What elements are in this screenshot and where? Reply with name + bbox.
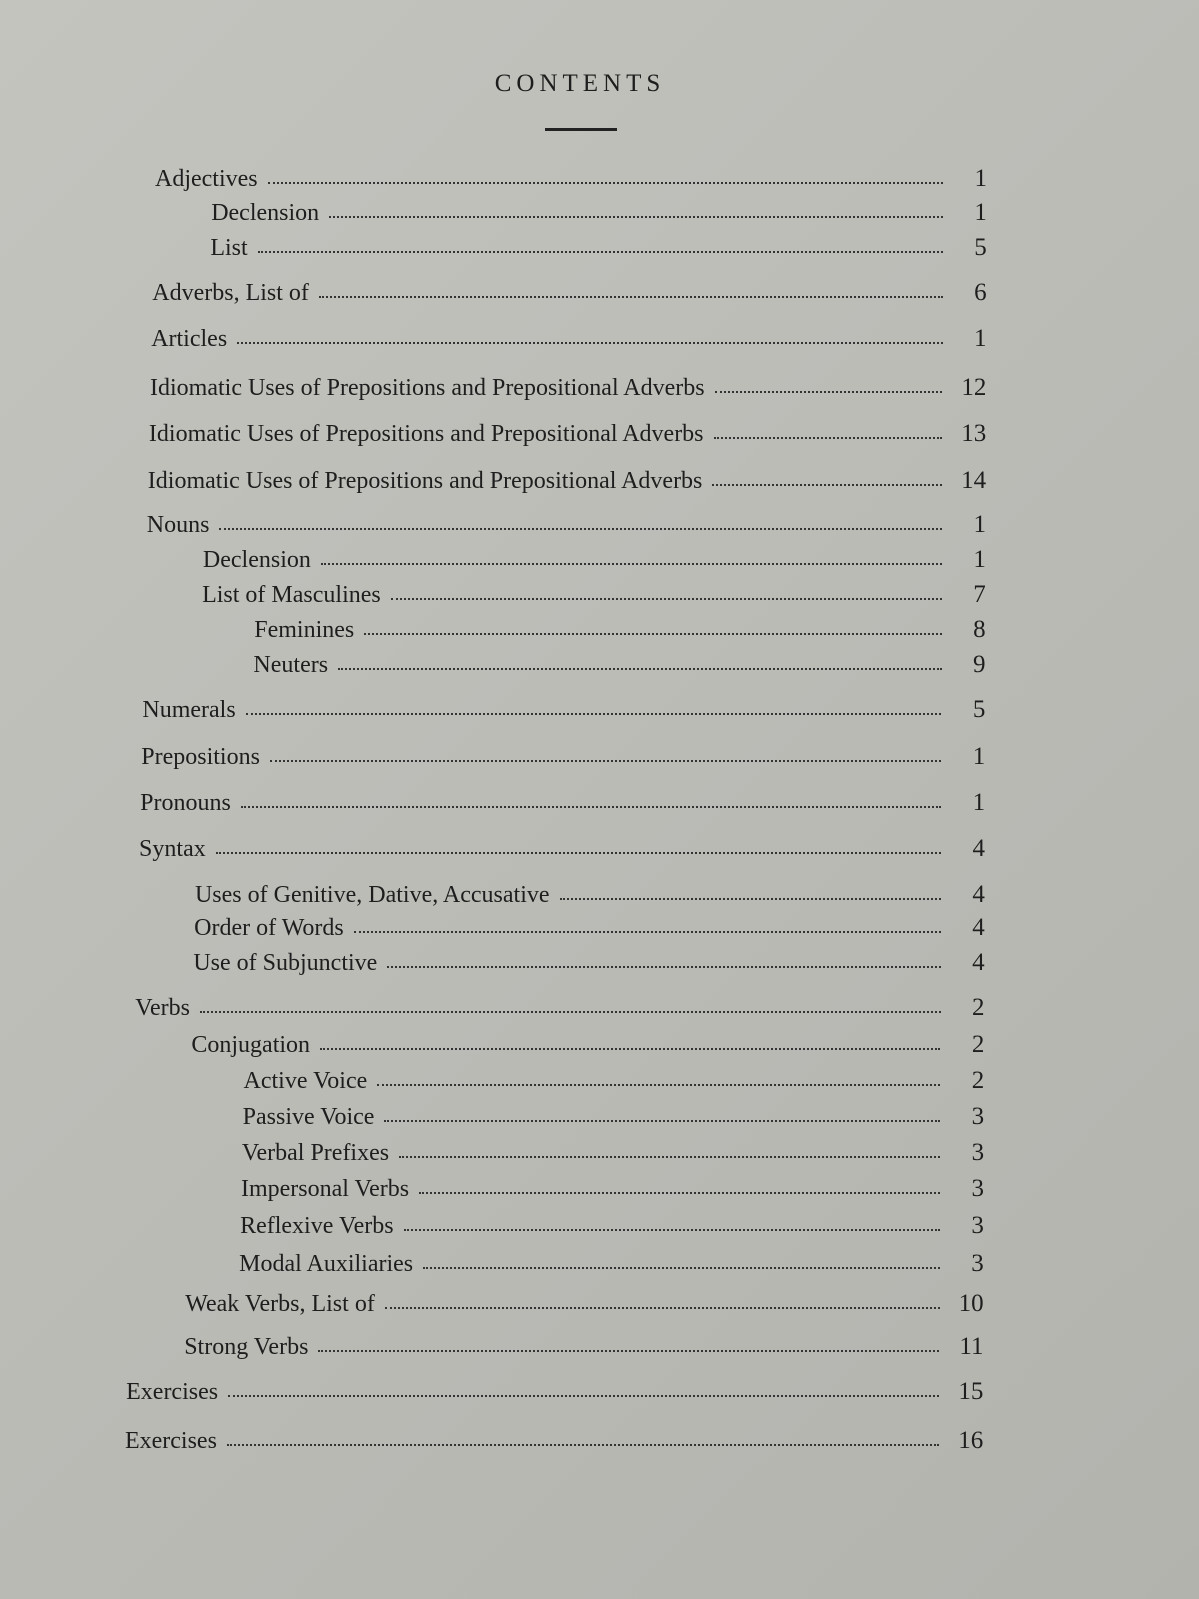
- page-number: 3: [971, 1139, 985, 1166]
- toc-entry: [203, 546, 986, 580]
- page-number: 2: [972, 994, 985, 1021]
- entry-label: Idiomatic Uses of Prepositions and Prepositional Adverbs: [148, 421, 704, 447]
- toc-entry: [195, 881, 985, 915]
- toc-entry: [194, 914, 985, 948]
- entry-label: Conjugation: [191, 1032, 311, 1058]
- page-number: 3: [971, 1250, 984, 1277]
- entry-label: Numerals: [142, 697, 236, 723]
- dot-leader: [219, 528, 942, 530]
- page-number: 3: [971, 1212, 984, 1239]
- dot-leader: [419, 1192, 940, 1194]
- dot-leader: [404, 1229, 940, 1231]
- dot-leader: [364, 633, 941, 635]
- toc-entry: [152, 279, 986, 313]
- entry-label: Use of Subjunctive: [193, 950, 378, 976]
- toc-entry: [191, 1031, 984, 1065]
- dot-leader: [246, 713, 942, 715]
- page-number: 1: [974, 199, 987, 226]
- page-number: 10: [958, 1290, 984, 1317]
- entry-label: Neuters: [253, 652, 329, 678]
- entry-label: Idiomatic Uses of Prepositions and Prepositional Adverbs: [147, 468, 703, 494]
- dot-leader: [258, 251, 943, 253]
- toc-entry: [240, 1212, 984, 1246]
- page-number: 5: [974, 234, 987, 261]
- toc-entry: [253, 651, 985, 685]
- dot-leader: [227, 1444, 939, 1446]
- entry-label: List of Masculines: [202, 582, 381, 608]
- toc-entry: [151, 325, 986, 359]
- entry-label: Strong Verbs: [184, 1334, 309, 1360]
- entry-label: Adjectives: [155, 166, 258, 192]
- toc-entry: [211, 199, 987, 233]
- toc-entry: [135, 994, 984, 1028]
- page-number: 12: [961, 374, 987, 401]
- toc-entry: [139, 835, 985, 869]
- dot-leader: [338, 668, 941, 670]
- entry-label: Uses of Genitive, Dative, Accusative: [194, 882, 550, 908]
- dot-leader: [228, 1395, 939, 1397]
- page-number: 15: [958, 1378, 984, 1405]
- page-number: 1: [974, 325, 987, 352]
- page-number: 16: [958, 1427, 984, 1454]
- page-number: 3: [971, 1103, 985, 1130]
- dot-leader: [377, 1084, 940, 1086]
- toc-entry: [150, 374, 986, 408]
- entry-label: Verbs: [135, 995, 190, 1021]
- entry-label: Idiomatic Uses of Prepositions and Prepositional Adverbs: [150, 375, 705, 401]
- dot-leader: [384, 1120, 940, 1122]
- entry-label: Nouns: [146, 512, 210, 538]
- dot-leader: [241, 806, 941, 808]
- dot-leader: [391, 598, 942, 600]
- toc-entry: [148, 467, 986, 501]
- entry-label: Syntax: [139, 836, 206, 862]
- page-number: 1: [974, 165, 987, 192]
- dot-leader: [319, 296, 943, 298]
- page-number: 4: [972, 949, 985, 976]
- page-number: 1: [972, 743, 986, 770]
- dot-leader: [399, 1156, 940, 1158]
- dot-leader: [385, 1307, 940, 1309]
- dot-leader: [329, 216, 943, 218]
- entry-label: Weak Verbs, List of: [185, 1291, 375, 1317]
- dot-leader: [268, 182, 943, 184]
- entry-label: Passive Voice: [242, 1104, 375, 1130]
- toc-entry: [155, 165, 987, 199]
- page-title: CONTENTS: [494, 70, 666, 97]
- toc-entry: [149, 420, 986, 454]
- toc-entry: [239, 1250, 984, 1284]
- page-number: 3: [971, 1175, 984, 1202]
- dot-leader: [216, 852, 941, 854]
- toc-entry: [185, 1290, 983, 1324]
- toc-entry: [254, 616, 985, 650]
- toc-entry: [184, 1333, 983, 1367]
- page-number: 11: [959, 1333, 984, 1360]
- page-number: 2: [971, 1067, 985, 1094]
- entry-label: Feminines: [254, 617, 355, 643]
- entry-label: Adverbs, List of: [152, 280, 309, 306]
- page-number: 2: [971, 1031, 985, 1058]
- page-number: 1: [973, 546, 986, 573]
- dot-leader: [423, 1267, 940, 1269]
- toc-entry: [126, 1378, 983, 1412]
- dot-leader: [715, 391, 943, 393]
- toc-entry: [125, 1427, 983, 1461]
- dot-leader: [200, 1011, 941, 1013]
- page-number: 1: [973, 511, 986, 538]
- entry-label: Verbal Prefixes: [241, 1140, 390, 1166]
- dot-leader: [712, 484, 942, 486]
- dot-leader: [320, 1048, 940, 1050]
- toc-entry: [244, 1067, 985, 1101]
- page-number: 5: [972, 696, 986, 723]
- page-number: 4: [972, 881, 985, 908]
- toc-entry: [241, 1175, 984, 1209]
- toc-entry: [140, 789, 985, 823]
- dot-leader: [560, 898, 941, 900]
- page-number: 4: [972, 914, 985, 941]
- entry-label: Reflexive Verbs: [240, 1213, 394, 1239]
- page-number: 1: [972, 789, 986, 816]
- entry-label: Exercises: [126, 1379, 219, 1405]
- entry-label: Order of Words: [194, 915, 344, 941]
- entry-label: List: [210, 235, 248, 261]
- entry-label: Modal Auxiliaries: [239, 1251, 414, 1277]
- page-number: 14: [961, 467, 987, 494]
- toc-entry: [142, 696, 985, 730]
- page-number: 9: [973, 651, 986, 678]
- dot-leader: [321, 563, 942, 565]
- entry-label: Impersonal Verbs: [240, 1176, 410, 1202]
- entry-label: Pronouns: [140, 790, 231, 816]
- toc-entry: [210, 234, 986, 268]
- entry-label: Exercises: [124, 1428, 217, 1454]
- toc-entry: [202, 581, 986, 615]
- dot-leader: [237, 342, 942, 344]
- entry-label: Prepositions: [141, 744, 260, 770]
- page-number: 7: [973, 581, 986, 608]
- page-number: 6: [974, 279, 987, 306]
- toc-entry: [243, 1103, 985, 1137]
- dot-leader: [714, 437, 943, 439]
- toc-entry: [242, 1139, 984, 1173]
- dot-leader: [318, 1350, 939, 1352]
- dot-leader: [387, 966, 940, 968]
- entry-label: Declension: [202, 547, 311, 573]
- title-rule: [545, 128, 617, 131]
- dot-leader: [354, 931, 941, 933]
- entry-label: Declension: [211, 200, 320, 226]
- page-number: 8: [973, 616, 986, 643]
- entry-label: Articles: [151, 326, 228, 352]
- entry-label: Active Voice: [243, 1068, 368, 1094]
- page-number: 4: [972, 835, 985, 862]
- page-number: 13: [961, 420, 987, 447]
- toc-entry: [141, 743, 985, 777]
- dot-leader: [270, 760, 941, 762]
- toc-entry: [147, 511, 986, 545]
- toc-entry: [193, 949, 984, 983]
